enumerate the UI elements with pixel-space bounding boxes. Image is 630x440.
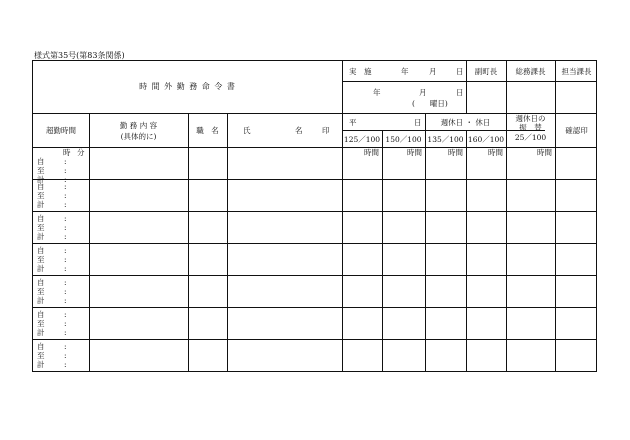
row-label-from: 自 <box>37 278 45 287</box>
row-colon: : <box>64 246 67 255</box>
header-seal: 印 <box>322 126 330 135</box>
row-label-to: 至 <box>37 223 45 232</box>
row-colon: : <box>64 223 67 232</box>
unit-hours-2: 時間 <box>407 148 422 157</box>
label-year-2: 年 <box>373 88 381 97</box>
row-colon: : <box>64 310 67 319</box>
approver-section-chief: 担当課長 <box>561 67 592 76</box>
approver-general-affairs: 総務課長 <box>515 67 546 76</box>
row-colon: : <box>64 264 67 273</box>
row-label-from: 自 <box>37 310 45 319</box>
form-title: 時 間 外 勤 務 命 令 書 <box>139 82 236 91</box>
row-label-to: 至 <box>37 287 45 296</box>
unit-hours-1: 時間 <box>364 148 379 157</box>
row-label-total: 計 <box>37 264 45 273</box>
row-label-from: 自 <box>37 342 45 351</box>
label-month-2: 月 <box>419 88 427 97</box>
row-divider <box>33 275 596 276</box>
header-name-mei: 名 <box>295 126 303 135</box>
row-colon: : <box>64 182 67 191</box>
overtime-order-form <box>32 60 597 372</box>
label-year-1: 年 <box>401 67 409 76</box>
label-month-1: 月 <box>429 67 437 76</box>
row-colon: : <box>64 200 67 209</box>
row-colon: : <box>64 214 67 223</box>
header-position: 職 名 <box>196 126 219 135</box>
label-day-1: 日 <box>456 67 464 76</box>
unit-hours-4: 時間 <box>488 148 503 157</box>
row-divider <box>33 307 596 308</box>
header-confirm: 確認印 <box>565 126 588 135</box>
row-colon: : <box>64 351 67 360</box>
header-work-content: 勤 務 内 容 <box>119 121 158 130</box>
row-divider <box>33 243 596 244</box>
rate-125: 125／100 <box>343 135 381 144</box>
row-label-from: 自 <box>37 182 45 191</box>
rate-160: 160／100 <box>467 135 505 144</box>
row-label-to: 至 <box>37 351 45 360</box>
header-weekday-jitsu: 日 <box>414 118 422 127</box>
row-divider <box>33 179 596 180</box>
row-colon: : <box>64 166 67 175</box>
row-colon: : <box>64 232 67 241</box>
row-colon: : <box>64 328 67 337</box>
row-divider <box>33 339 596 340</box>
row-divider <box>33 211 596 212</box>
row-label-from: 自 <box>37 214 45 223</box>
row-label-to: 至 <box>37 166 45 175</box>
row-colon: : <box>64 296 67 305</box>
unit-hours-3: 時間 <box>448 148 463 157</box>
row-label-total: 計 <box>37 328 45 337</box>
row-label-total: 計 <box>37 232 45 241</box>
row-label-total: 計 <box>37 296 45 305</box>
row-colon: : <box>64 287 67 296</box>
row-colon: : <box>64 157 67 166</box>
row-colon: : <box>64 342 67 351</box>
header-overtime: 超勤時間 <box>46 126 76 135</box>
approver-deputy-mayor: 副町長 <box>474 67 498 76</box>
rate-25: 25／100 <box>514 133 547 142</box>
row-label-total: 計 <box>37 360 45 369</box>
row-colon: : <box>64 255 67 264</box>
rate-150: 150／100 <box>385 135 422 144</box>
label-youbi: ( 曜日) <box>412 99 448 108</box>
row-label-total: 計 <box>37 200 45 209</box>
row-label-to: 至 <box>37 319 45 328</box>
rate-135: 135／100 <box>427 135 464 144</box>
row-colon: : <box>64 360 67 369</box>
label-jisshi: 実 施 <box>349 67 372 76</box>
unit-minute: 分 <box>77 148 85 157</box>
header-weekday-hei: 平 <box>349 118 357 127</box>
row-colon: : <box>64 278 67 287</box>
row-label-to: 至 <box>37 255 45 264</box>
unit-hour: 時 <box>63 148 71 157</box>
row-label-from: 自 <box>37 157 45 166</box>
form-id: 様式第35号(第83条関係) <box>34 51 125 60</box>
unit-hours-5: 時間 <box>537 148 552 157</box>
label-day-2: 日 <box>456 88 464 97</box>
header-work-content-sub: (具体的に) <box>120 132 157 141</box>
header-substitute-2: 振 替 <box>519 123 542 132</box>
header-name-shi: 氏 <box>243 126 251 135</box>
row-label-to: 至 <box>37 191 45 200</box>
header-holiday: 週休日 ・ 休日 <box>440 118 491 127</box>
row-label-from: 自 <box>37 246 45 255</box>
header-substitute-1: 週休日の <box>515 114 546 123</box>
row-colon: : <box>64 319 67 328</box>
row-colon: : <box>64 191 67 200</box>
